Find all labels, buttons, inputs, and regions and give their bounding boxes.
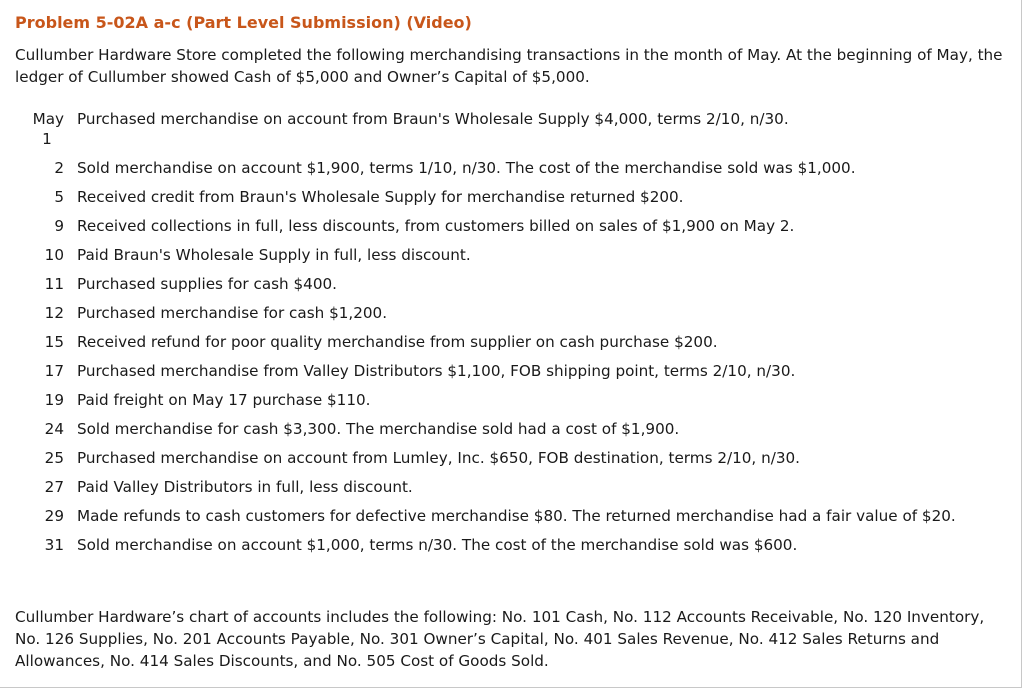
transaction-description: Purchased supplies for cash $400. xyxy=(77,275,337,293)
transaction-description: Received credit from Braun's Wholesale Supply for merchandise returned $200. xyxy=(77,188,684,206)
transaction-row xyxy=(26,178,977,207)
transaction-description: Paid Braun's Wholesale Supply in full, less discount. xyxy=(77,246,471,264)
transaction-row xyxy=(26,207,977,236)
transaction-row xyxy=(26,381,977,410)
transaction-description: Sold merchandise on account $1,000, terms n/30. The cost of the merchandise sold was $600. xyxy=(77,536,798,554)
transaction-date: 10 xyxy=(44,246,64,264)
transaction-date: 5 xyxy=(54,188,64,206)
transactions-body xyxy=(26,109,977,555)
transaction-day: 1 xyxy=(42,130,52,148)
transaction-row xyxy=(26,439,977,468)
transaction-date: 12 xyxy=(44,304,64,322)
transactions-table xyxy=(26,109,977,555)
transaction-date: 17 xyxy=(44,362,64,380)
transaction-date: 31 xyxy=(44,536,64,554)
transaction-row xyxy=(26,323,977,352)
transaction-row xyxy=(26,410,977,439)
transaction-row xyxy=(26,468,977,497)
transaction-row xyxy=(26,109,977,149)
transaction-description: Received collections in full, less discounts, from customers billed on sales of $1,900 on May 2. xyxy=(77,217,795,235)
transaction-date: 24 xyxy=(44,420,64,438)
transaction-date: 29 xyxy=(44,507,64,525)
transaction-row xyxy=(26,236,977,265)
transaction-date: 9 xyxy=(54,217,64,235)
problem-title: Problem 5-02A a-c (Part Level Submission) (Video) xyxy=(15,13,472,32)
transaction-description: Purchased merchandise for cash $1,200. xyxy=(77,304,388,322)
transaction-date xyxy=(26,109,77,149)
transaction-month: May xyxy=(32,110,64,128)
transaction-row xyxy=(26,294,977,323)
transaction-description: Sold merchandise on account $1,900, terms 1/10, n/30. The cost of the merchandise sold was $1,000. xyxy=(77,159,856,177)
transaction-description: Sold merchandise for cash $3,300. The merchandise sold had a cost of $1,900. xyxy=(77,420,680,438)
transaction-row xyxy=(26,526,977,555)
transaction-description: Purchased merchandise on account from Lumley, Inc. $650, FOB destination, terms 2/10, n/30. xyxy=(77,449,800,467)
transaction-description: Purchased merchandise on account from Braun's Wholesale Supply $4,000, terms 2/10, n/30. xyxy=(77,110,789,128)
transaction-row xyxy=(26,265,977,294)
transaction-description: Made refunds to cash customers for defective merchandise $80. The returned merchandise had a fair value of $20. xyxy=(77,507,956,525)
chart-of-accounts-note: Cullumber Hardware’s chart of accounts includes the following: No. 101 Cash, No. 112 Accounts Receivable, No. 120 Inventory, No. 126 Supplies, No. 201 Accounts Payable, No. 301 Owner’s Capital, No. 401 Sales Revenue, No. 412 Sales Returns and Allowances, No. 414 Sales Discounts, and No. 505 Cost of Goods Sold. xyxy=(15,608,985,670)
transaction-date: 11 xyxy=(44,275,64,293)
transaction-date: 19 xyxy=(44,391,64,409)
transaction-row xyxy=(26,352,977,381)
transaction-date: 15 xyxy=(44,333,64,351)
transaction-date: 2 xyxy=(54,159,64,177)
transaction-description: Purchased merchandise from Valley Distributors $1,100, FOB shipping point, terms 2/10, n/30. xyxy=(77,362,796,380)
problem-intro: Cullumber Hardware Store completed the following merchandising transactions in the month of May. At the beginning of May, the ledger of Cullumber showed Cash of $5,000 and Owner’s Capital of $5,000. xyxy=(15,46,1003,86)
transaction-row xyxy=(26,149,977,178)
transaction-description: Received refund for poor quality merchandise from supplier on cash purchase $200. xyxy=(77,333,718,351)
transaction-row xyxy=(26,497,977,526)
transaction-date: 25 xyxy=(44,449,64,467)
transaction-date: 27 xyxy=(44,478,64,496)
transaction-description: Paid Valley Distributors in full, less discount. xyxy=(77,478,413,496)
transaction-description: Paid freight on May 17 purchase $110. xyxy=(77,391,371,409)
